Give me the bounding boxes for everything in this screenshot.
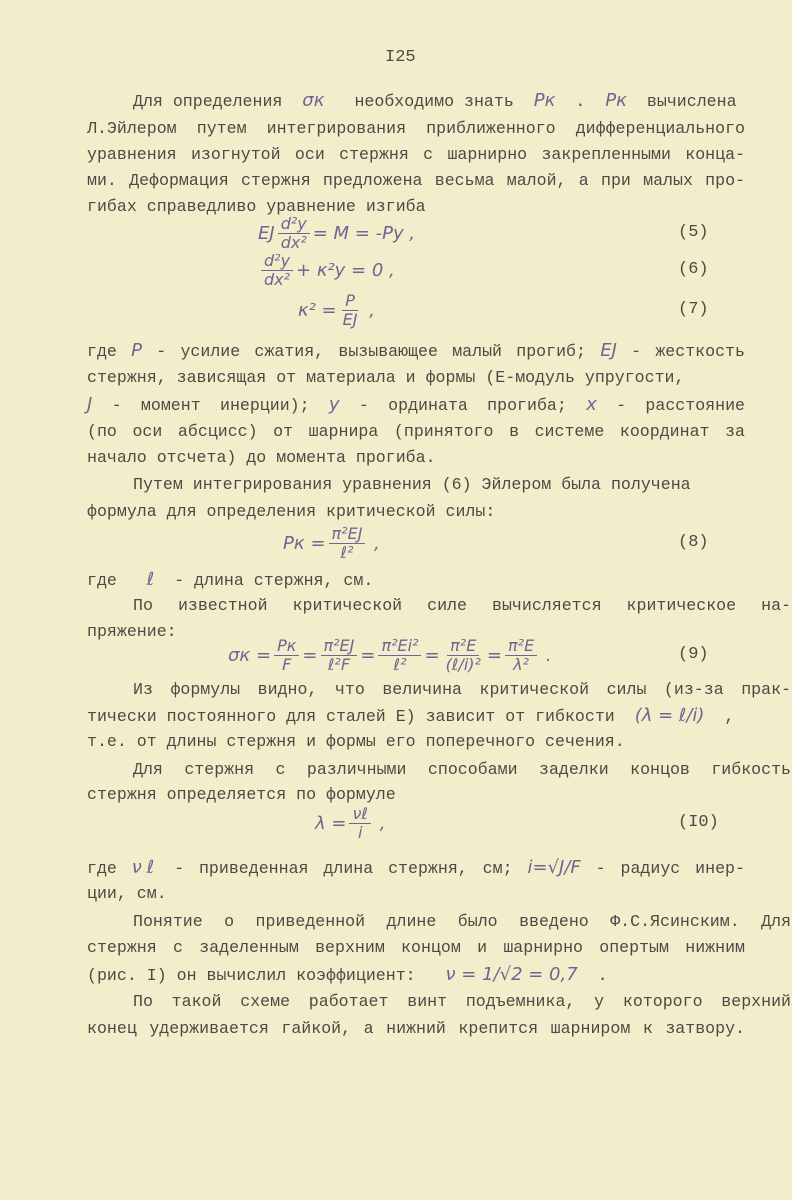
numerator: π²EJ [329, 525, 366, 544]
text-segment: - жесткость [631, 342, 745, 361]
text-line [133, 90, 747, 113]
text-line [87, 394, 745, 417]
denominator: ℓ²F [327, 655, 351, 674]
inline-math: Pк [533, 90, 556, 111]
page-number: I25 [385, 48, 416, 67]
text-segment: необходимо знать [334, 92, 524, 111]
text-line [133, 474, 701, 496]
text-segment: По такой схеме работает винт подъемника, у которого верхний [133, 992, 791, 1011]
text-line [87, 731, 635, 753]
text-line [87, 447, 446, 469]
text-segment: Для определения [133, 92, 293, 111]
equation-number: (8) [678, 533, 709, 552]
text-line [87, 1018, 745, 1040]
fraction [274, 637, 299, 674]
text-segment: формула для определения критической силы: [87, 502, 496, 521]
inline-math: ν = 1/√2 = 0,7 [445, 964, 578, 985]
text-segment: - ордината прогиба; [358, 396, 587, 415]
inline-math: x [586, 394, 597, 415]
text-segment: стержня определяется по формуле [87, 785, 396, 804]
numerator: π²E [505, 637, 537, 656]
text-segment: стержня с заделенным верхним концом и шарнирно опертым нижним [87, 938, 745, 957]
fraction [321, 637, 358, 674]
fraction [278, 215, 310, 252]
text-line [133, 991, 791, 1013]
text-segment: где [87, 571, 137, 590]
text-line [87, 964, 618, 987]
text-line [87, 340, 745, 363]
equation-number: (6) [678, 260, 709, 279]
denominator: F [282, 655, 292, 674]
text-segment: (по оси абсцисс) от шарнира (принятого в системе координат за [87, 422, 745, 441]
numerator: π²Ei² [378, 637, 421, 656]
text-line [87, 569, 383, 592]
inline-math: (λ = ℓ/i) [634, 705, 705, 726]
text-line [87, 937, 745, 959]
inline-math: νℓ [131, 857, 160, 878]
text-line [133, 911, 791, 933]
text-line [87, 118, 745, 140]
text-segment: ми. Деформация стержня предложена весьма малой, а при малых про- [87, 171, 745, 190]
numerator: π²E [447, 637, 479, 656]
text-segment: - радиус инер- [595, 859, 745, 878]
equation-number: (I0) [678, 813, 719, 832]
inline-math: EJ [600, 340, 617, 361]
equation-number: (7) [678, 300, 709, 319]
fraction [505, 637, 537, 674]
denominator: i [358, 823, 363, 842]
text-line [87, 883, 177, 905]
equation-term: λ = [315, 813, 347, 834]
fraction [340, 292, 361, 329]
text-segment: (рис. I) он вычислил коэффициент: [87, 966, 436, 985]
equation [258, 215, 415, 252]
equation [298, 292, 375, 329]
equation-term: σк = [228, 645, 272, 666]
numerator: π²EJ [321, 637, 358, 656]
inline-math: J [87, 394, 93, 415]
text-segment: начало отсчета) до момента прогиба. [87, 448, 436, 467]
numerator: d²y [278, 215, 310, 234]
text-segment: - расстояние [616, 396, 745, 415]
equation-term: = [302, 645, 318, 666]
equation-term: , [363, 300, 375, 321]
text-segment: т.е. от длины стержня и формы его поперечного сечения. [87, 732, 625, 751]
text-segment: тически постоянного для сталей Е) зависит от гибкости [87, 707, 625, 726]
fraction [443, 637, 484, 674]
inline-math: y [328, 394, 340, 415]
text-line [87, 784, 406, 806]
equation-term: = [486, 645, 503, 666]
equation-term: = M = -Py , [312, 223, 416, 244]
equation-term: κ² = [298, 300, 337, 321]
denominator: (ℓ/i)² [445, 655, 481, 674]
numerator: P [342, 292, 358, 311]
equation-term: Pк = [283, 533, 326, 554]
inline-math: i=√J/F [527, 857, 581, 878]
text-line [87, 621, 187, 643]
inline-math: ℓ [146, 569, 155, 590]
text-segment: Путем интегрирования уравнения (6) Эйлером была получена [133, 475, 691, 494]
text-segment: пряжение: [87, 622, 177, 641]
text-segment: По известной критической силе вычисляется критическое на- [133, 596, 791, 615]
numerator: d²y [261, 252, 293, 271]
equation [315, 805, 385, 842]
denominator: λ² [513, 655, 530, 674]
text-segment: - усилие сжатия, вызывающее малый прогиб; [156, 342, 601, 361]
text-segment: - длина стержня, см. [164, 571, 374, 590]
text-segment: Л.Эйлером путем интегрирования приближенного дифференциального [87, 119, 745, 138]
equation-term: = [360, 645, 376, 666]
numerator: νℓ [349, 805, 371, 824]
text-segment: - приведенная длина стержня, см; [174, 859, 528, 878]
text-segment: - момент инерции); [111, 396, 329, 415]
equation-number: (5) [678, 223, 709, 242]
numerator: Pк [274, 637, 299, 656]
inline-math: Pк [605, 90, 627, 111]
text-segment: ции, см. [87, 884, 167, 903]
text-line [133, 679, 791, 701]
inline-math: P [131, 340, 142, 361]
text-line [133, 595, 791, 617]
fraction [349, 805, 371, 842]
text-line [87, 170, 745, 192]
equation-term: , [368, 533, 380, 554]
denominator: EJ [342, 310, 358, 329]
denominator: ℓ² [340, 543, 354, 562]
equation-number: (9) [678, 645, 709, 664]
text-line [87, 501, 505, 523]
fraction [378, 637, 421, 674]
text-line [87, 421, 745, 443]
text-segment: уравнения изогнутой оси стержня с шарнирно закрепленными конца- [87, 145, 745, 164]
text-line [87, 857, 745, 880]
text-segment: Понятие о приведенной длине было введено Ф.С.Ясинским. Для [133, 912, 791, 931]
denominator: ℓ² [393, 655, 407, 674]
text-segment: гибах справедливо уравнение изгиба [87, 197, 426, 216]
equation-term: EJ [258, 223, 275, 244]
text-segment: где [87, 342, 132, 361]
inline-math: σк [302, 90, 325, 111]
fraction [329, 525, 366, 562]
equation [228, 637, 552, 674]
equation-term: , [374, 813, 386, 834]
equation-term: + κ²y = 0 , [296, 260, 395, 281]
text-segment: , [714, 707, 735, 726]
text-segment: Для стержня с различными способами заделки концов гибкость [133, 760, 791, 779]
text-segment: . [565, 92, 596, 111]
fraction [261, 252, 293, 289]
text-segment: где [87, 859, 132, 878]
text-line [133, 759, 791, 781]
text-segment: Из формулы видно, что величина критической силы (из-за прак- [133, 680, 791, 699]
equation [283, 525, 380, 562]
text-segment: . [587, 966, 608, 985]
text-line [87, 144, 745, 166]
text-line [87, 705, 744, 728]
denominator: dx² [280, 233, 307, 252]
text-segment: вычислена [636, 92, 737, 111]
text-segment: стержня, зависящая от материала и формы (Е-модуль упругости, [87, 368, 685, 387]
denominator: dx² [264, 270, 291, 289]
text-line [87, 367, 694, 389]
text-segment: конец удерживается гайкой, а нижний крепится шарниром к затвору. [87, 1019, 745, 1038]
equation-term: = [424, 645, 440, 666]
equation-term: . [540, 645, 552, 666]
equation [258, 252, 395, 289]
